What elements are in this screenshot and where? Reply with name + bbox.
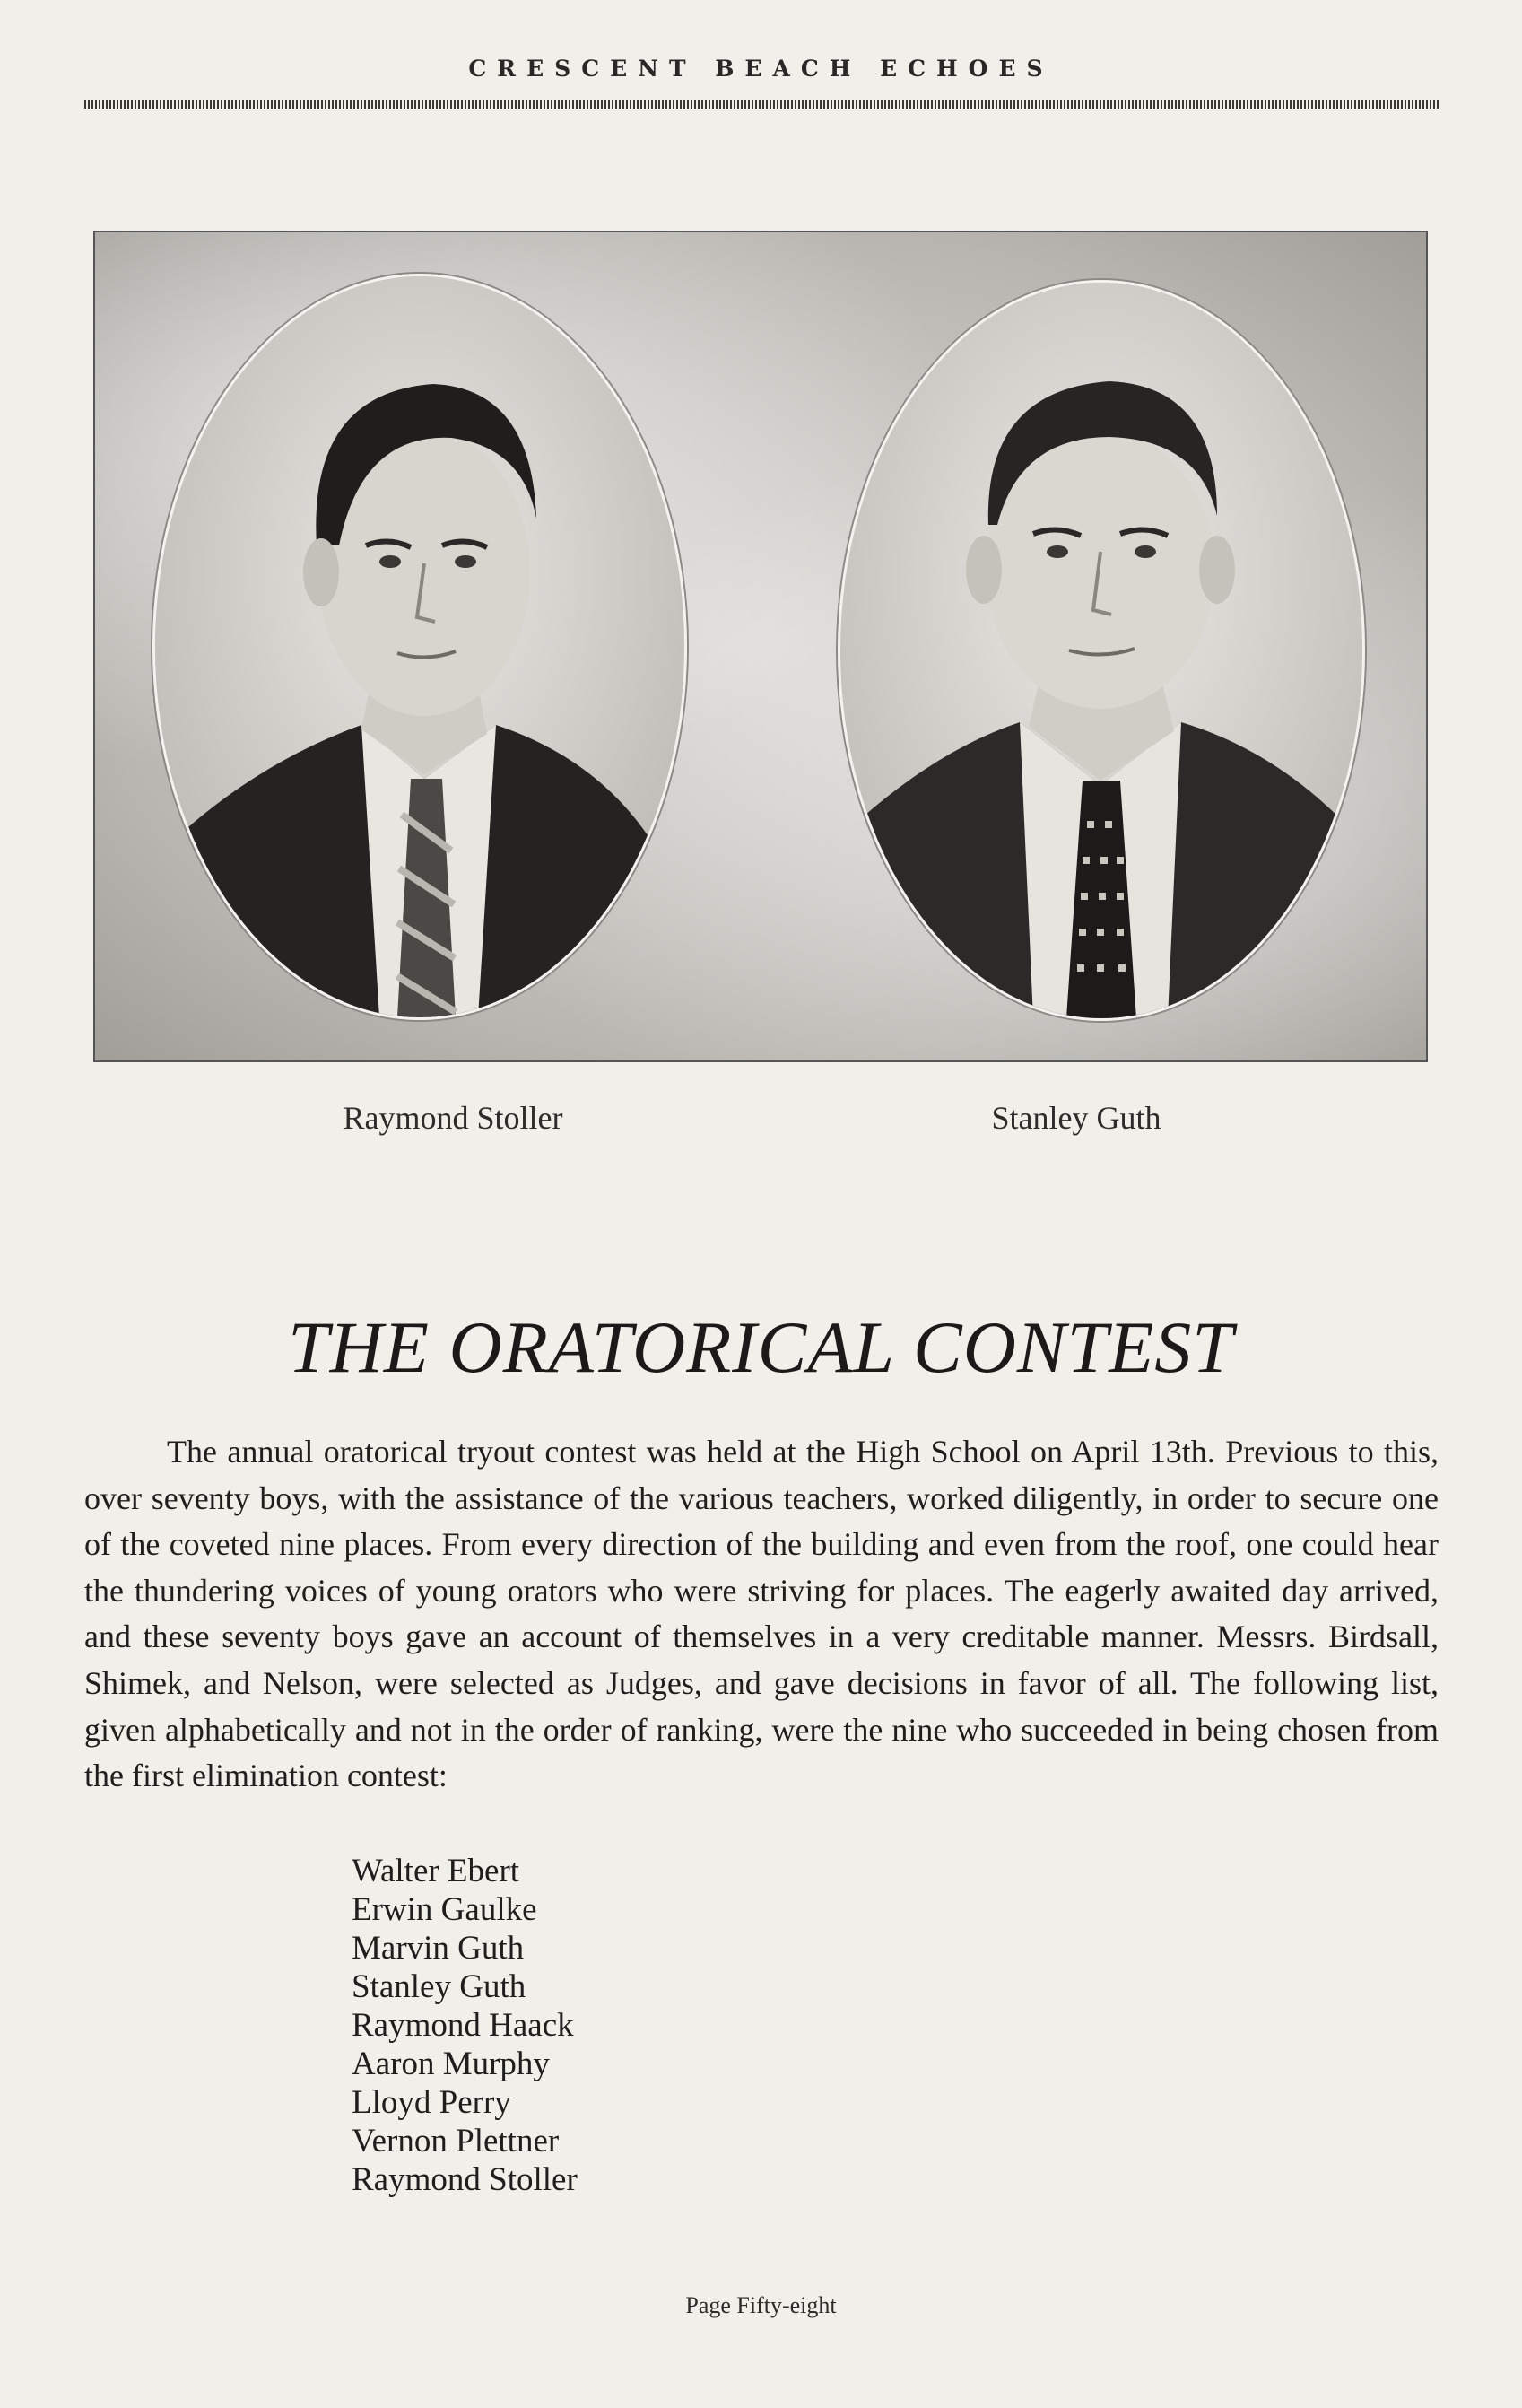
running-head: CRESCENT BEACH ECHOES xyxy=(468,56,1054,82)
portrait-caption-right: Stanley Guth xyxy=(991,1100,1161,1136)
portrait-photo-right xyxy=(838,280,1365,1021)
list-item: Aaron Murphy xyxy=(352,2046,550,2082)
article-body: The annual oratorical tryout contest was held at the High School on April 13th. Previous to this, over seventy boys, with the assistance of the various teachers, worked diligently, in order to secure one of the coveted nine places. From every direction of the building and even from the roof, one could hear the thundering voices of young orators who were striving for places. The eagerly awaited day arrived, and these seventy boys gave an account of themselves in a very creditable manner. Messrs. Birdsall, Shimek, and Nelson, were selected as Judges, and gave decisions in favor of all. The following list, given alphabetically and not in the order of ranking, were the nine who succeeded in being chosen from the first elimination contest: xyxy=(84,1434,1439,1794)
list-item: Walter Ebert xyxy=(352,1853,520,1889)
contestant-list xyxy=(352,1852,578,2199)
header-rule xyxy=(84,100,1440,109)
list-item: Marvin Guth xyxy=(352,1930,525,1967)
portrait-photo-left xyxy=(152,274,687,1020)
list-item: Stanley Guth xyxy=(352,1968,526,2005)
list-item: Erwin Gaulke xyxy=(352,1891,537,1928)
list-item: Raymond Stoller xyxy=(352,2161,578,2198)
article-title: THE ORATORICAL CONTEST xyxy=(288,1306,1234,1388)
list-item: Lloyd Perry xyxy=(352,2084,511,2121)
portrait-panel xyxy=(93,231,1428,1062)
list-item: Vernon Plettner xyxy=(352,2123,560,2159)
page-number: Page Fifty-eight xyxy=(685,2292,837,2318)
list-item: Raymond Haack xyxy=(352,2007,574,2044)
portrait-caption-left: Raymond Stoller xyxy=(343,1100,563,1136)
